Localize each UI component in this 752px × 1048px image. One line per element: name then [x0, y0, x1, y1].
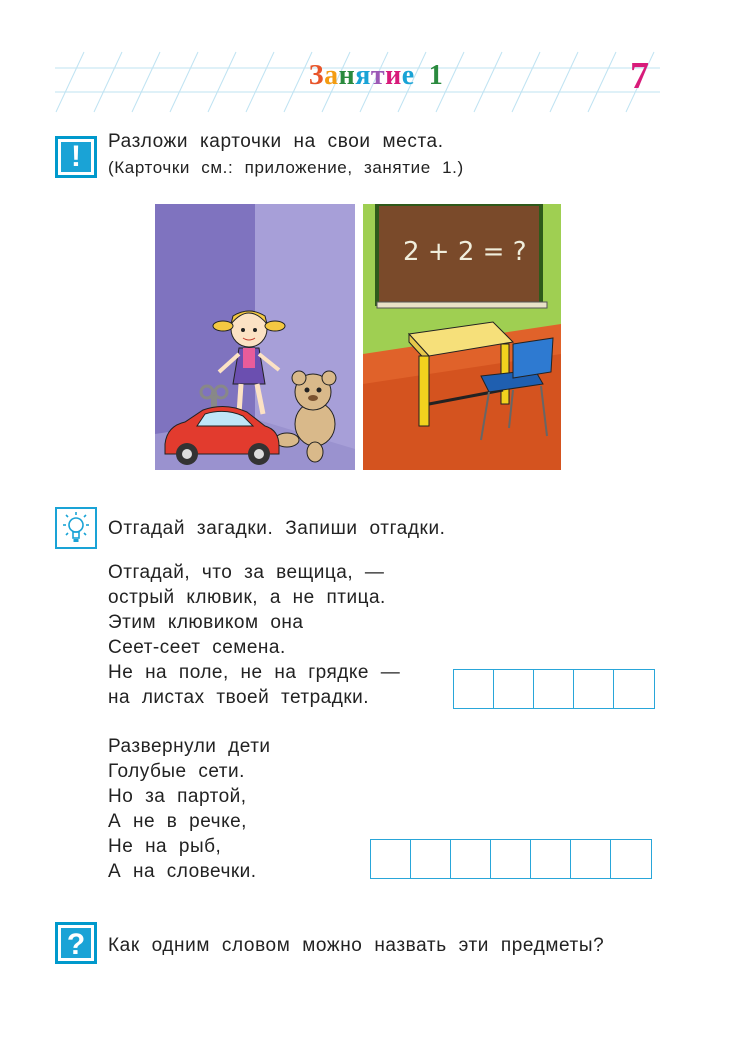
page-number: 7 — [630, 55, 649, 97]
title-letter: н — [338, 60, 356, 91]
riddle-2-answer-cells[interactable] — [370, 839, 652, 879]
answer-cell[interactable] — [574, 670, 614, 708]
riddle-2-line: Не на рыб, — [108, 836, 222, 857]
task1-reference: (Карточки см.: приложение, занятие 1.) — [108, 158, 464, 177]
answer-cell[interactable] — [614, 670, 654, 708]
answer-cell[interactable] — [454, 670, 494, 708]
riddle-1-line: на листах твоей тетрадки. — [108, 687, 370, 708]
question-icon — [55, 922, 97, 964]
riddle-1 — [108, 560, 400, 710]
title-letter: я — [355, 60, 371, 91]
title-letter: и — [385, 60, 402, 91]
riddle-1-line: Этим клювиком она — [108, 612, 304, 633]
answer-cell[interactable] — [371, 840, 411, 878]
question-glyph: ? — [61, 928, 91, 958]
riddle-1-line: острый клювик, а не птица. — [108, 587, 386, 608]
answer-cell[interactable] — [534, 670, 574, 708]
riddle-1-line: Сеет-сеет семена. — [108, 637, 286, 658]
answer-cell[interactable] — [411, 840, 451, 878]
title-letter: а — [324, 60, 339, 91]
riddle-2-line: Развернули дети — [108, 736, 271, 757]
answer-cell[interactable] — [611, 840, 651, 878]
classroom-picture — [363, 204, 561, 470]
answer-cell[interactable] — [451, 840, 491, 878]
lesson-number: 1 — [428, 60, 444, 91]
riddle-2-line: А не в речке, — [108, 811, 247, 832]
riddle-2-line: А на словечки. — [108, 861, 257, 882]
title-letter: е — [401, 60, 415, 91]
riddle-2 — [108, 734, 271, 884]
title-letter: т — [370, 60, 386, 91]
lightbulb-icon — [55, 507, 97, 549]
answer-cell[interactable] — [494, 670, 534, 708]
riddle-2-line: Голубые сети. — [108, 761, 245, 782]
exclamation-icon — [55, 136, 97, 178]
task1-instruction: Разложи карточки на свои места. — [108, 131, 444, 152]
answer-cell[interactable] — [531, 840, 571, 878]
task2-instruction: Отгадай загадки. Запиши отгадки. — [108, 518, 446, 539]
lesson-title-word — [309, 60, 415, 91]
riddle-1-line: Отгадай, что за вещица, — — [108, 562, 385, 583]
blackboard-text: 2 + 2 = ? — [403, 237, 527, 267]
toys-picture — [155, 204, 355, 470]
title-letter: З — [308, 60, 325, 91]
riddle-1-answer-cells[interactable] — [453, 669, 655, 709]
exclamation-glyph: ! — [61, 142, 91, 172]
answer-cell[interactable] — [571, 840, 611, 878]
riddle-2-line: Но за партой, — [108, 786, 247, 807]
answer-cell[interactable] — [491, 840, 531, 878]
riddle-1-line: Не на поле, не на грядке — — [108, 662, 401, 683]
task3-question: Как одним словом можно назвать эти предметы? — [108, 935, 605, 956]
